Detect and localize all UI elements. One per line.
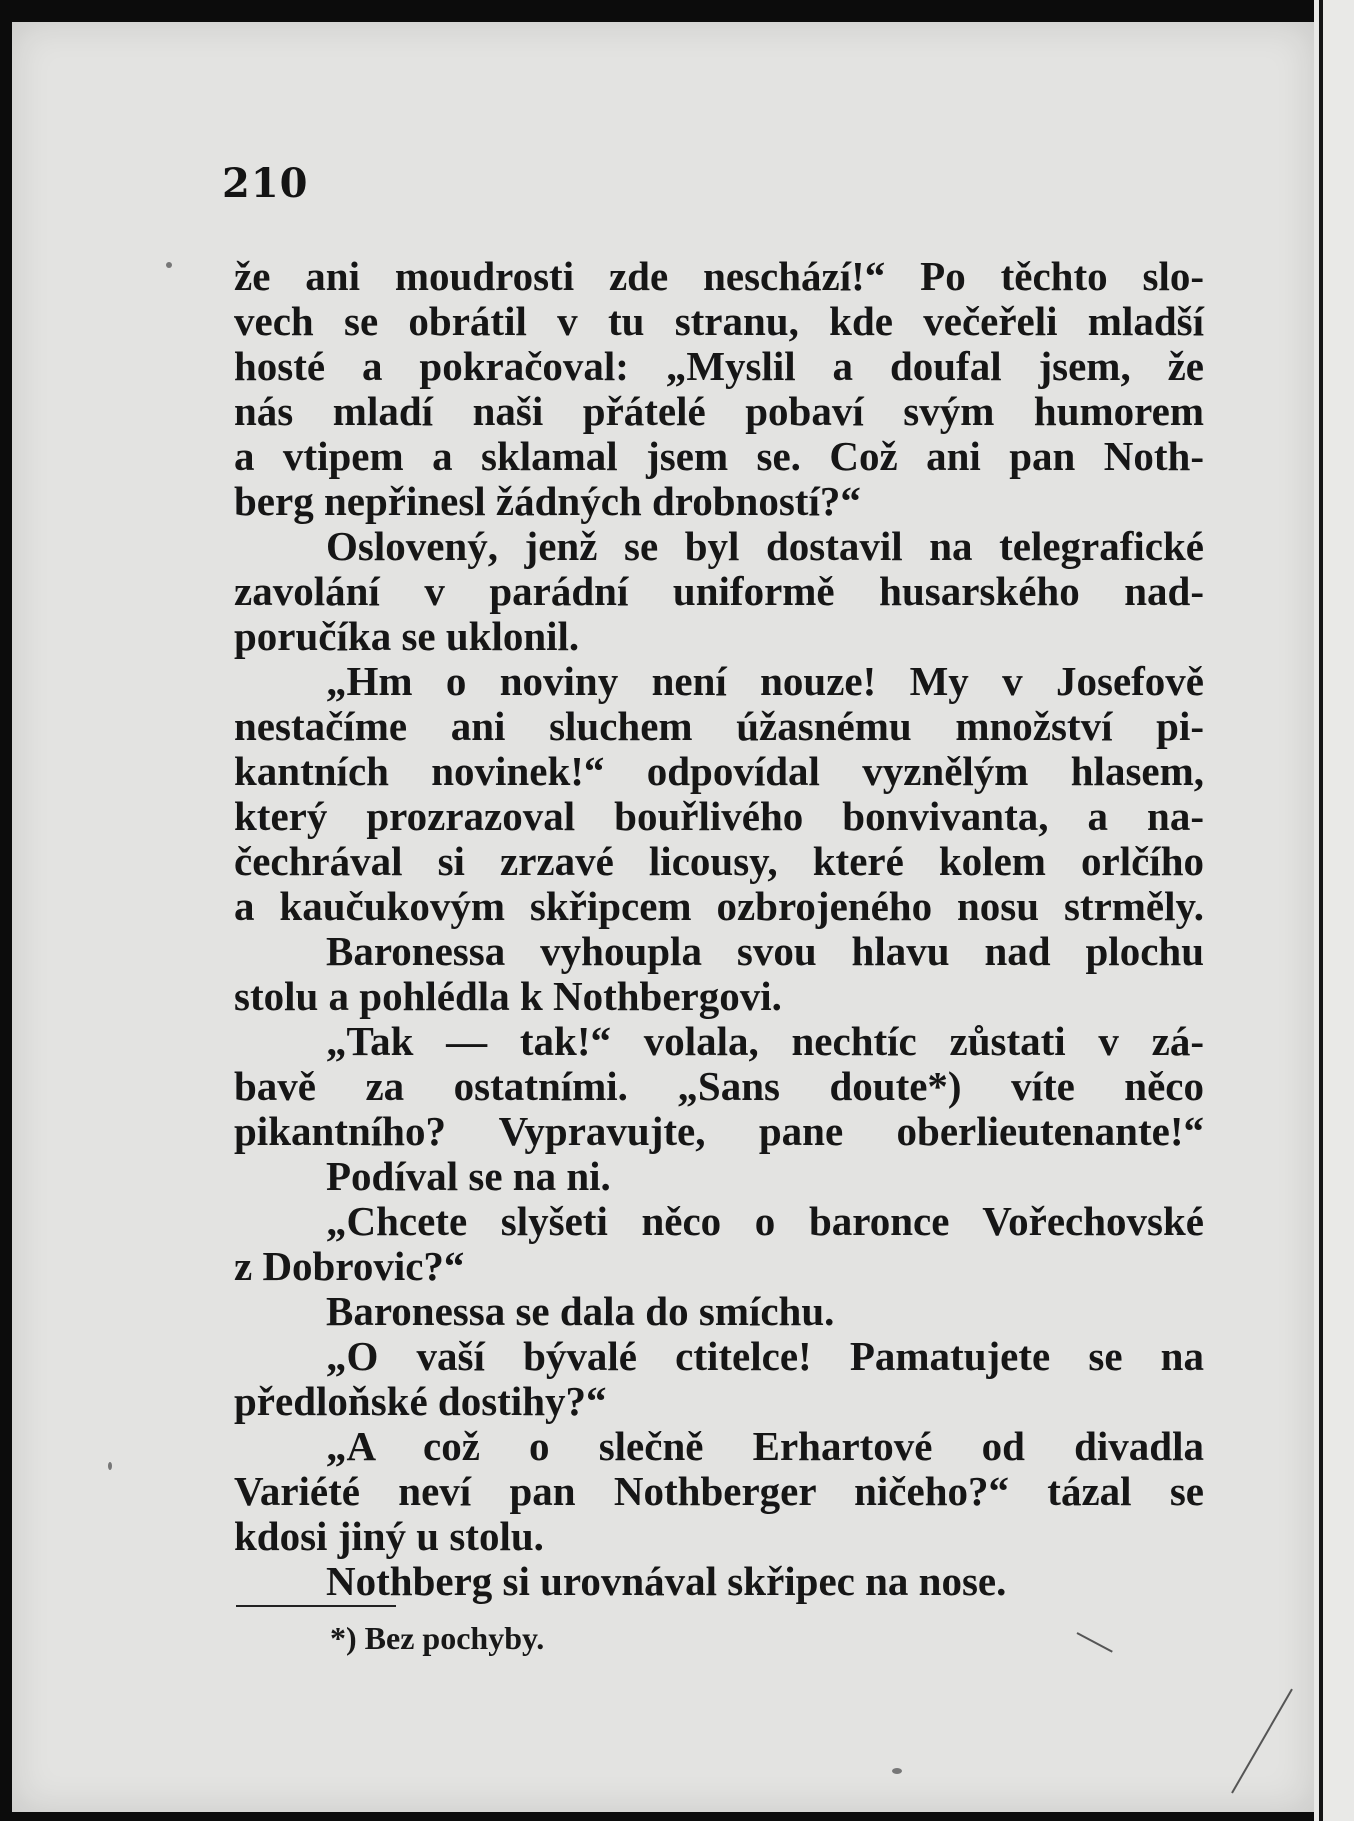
text-line: „O vaší bývalé ctitelce! Pamatujete se na [326,1333,1204,1379]
text-line: bavě za ostatními. „Sans doute*) víte něco [234,1063,1204,1109]
text-line: nás mladí naši přátelé pobaví svým humorem [234,388,1204,434]
text-line: kantních novinek!“ odpovídal vyznělým hlasem, [234,748,1204,794]
text-line: že ani moudrosti zde neschází!“ Po těchto slo- [234,253,1204,299]
paper-scratch [1077,1632,1113,1653]
text-line: „A což o slečně Erhartové od divadla [326,1423,1204,1469]
text-line: Baronessa vyhoupla svou hlavu nad plochu [326,928,1204,974]
text-line: „Chcete slyšeti něco o baronce Vořechovské [326,1198,1204,1244]
binding-line [1319,0,1323,1821]
text-line: Podíval se na ni. [326,1153,611,1199]
text-line: který prozrazoval bouřlivého bonvivanta, a na- [234,793,1204,839]
page-number: 210 [222,160,309,207]
dust-speck [108,1462,112,1470]
text-line: vech se obrátil v tu stranu, kde večeřeli mladší [234,298,1204,344]
text-line: berg nepřinesl žádných drobností?“ [234,478,861,524]
body-text [234,254,1204,1604]
text-line: Oslovený, jenž se byl dostavil na telegrafické [326,523,1204,569]
footnote-rule [236,1605,396,1607]
text-line: Variété neví pan Nothberger ničeho?“ tázal se [234,1468,1204,1514]
text-line: pikantního? Vypravujte, pane oberlieutenante!“ [234,1108,1204,1154]
text-line: čechrával si zrzavé licousy, které kolem orlčího [234,838,1204,884]
text-line: „Tak — tak!“ volala, nechtíc zůstati v zá- [326,1018,1204,1064]
text-line: z Dobrovic?“ [234,1243,465,1289]
text-line: hosté a pokračoval: „Myslil a doufal jsem, že [234,343,1204,389]
dust-speck [892,1768,902,1774]
text-line: Nothberg si urovnával skřipec na nose. [326,1558,1007,1604]
adjacent-page-edge [1314,0,1354,1821]
text-line: kdosi jiný u stolu. [234,1513,544,1559]
text-line: předloňské dostihy?“ [234,1378,607,1424]
text-line: nestačíme ani sluchem úžasnému množství pi- [234,703,1204,749]
paper-scratch [1231,1689,1293,1794]
text-line: poručíka se uklonil. [234,613,580,659]
text-line: a kaučukovým skřipcem ozbrojeného nosu strměly. [234,883,1204,929]
text-line: Baronessa se dala do smíchu. [326,1288,835,1334]
text-line: zavolání v parádní uniformě husarského nad- [234,568,1204,614]
text-line: stolu a pohlédla k Nothbergovi. [234,973,782,1019]
text-line: a vtipem a sklamal jsem se. Což ani pan Noth- [234,433,1204,479]
text-line: „Hm o noviny není nouze! My v Josefově [326,658,1204,704]
dust-speck [166,262,172,268]
footnote: *) Bez pochyby. [330,1620,545,1656]
